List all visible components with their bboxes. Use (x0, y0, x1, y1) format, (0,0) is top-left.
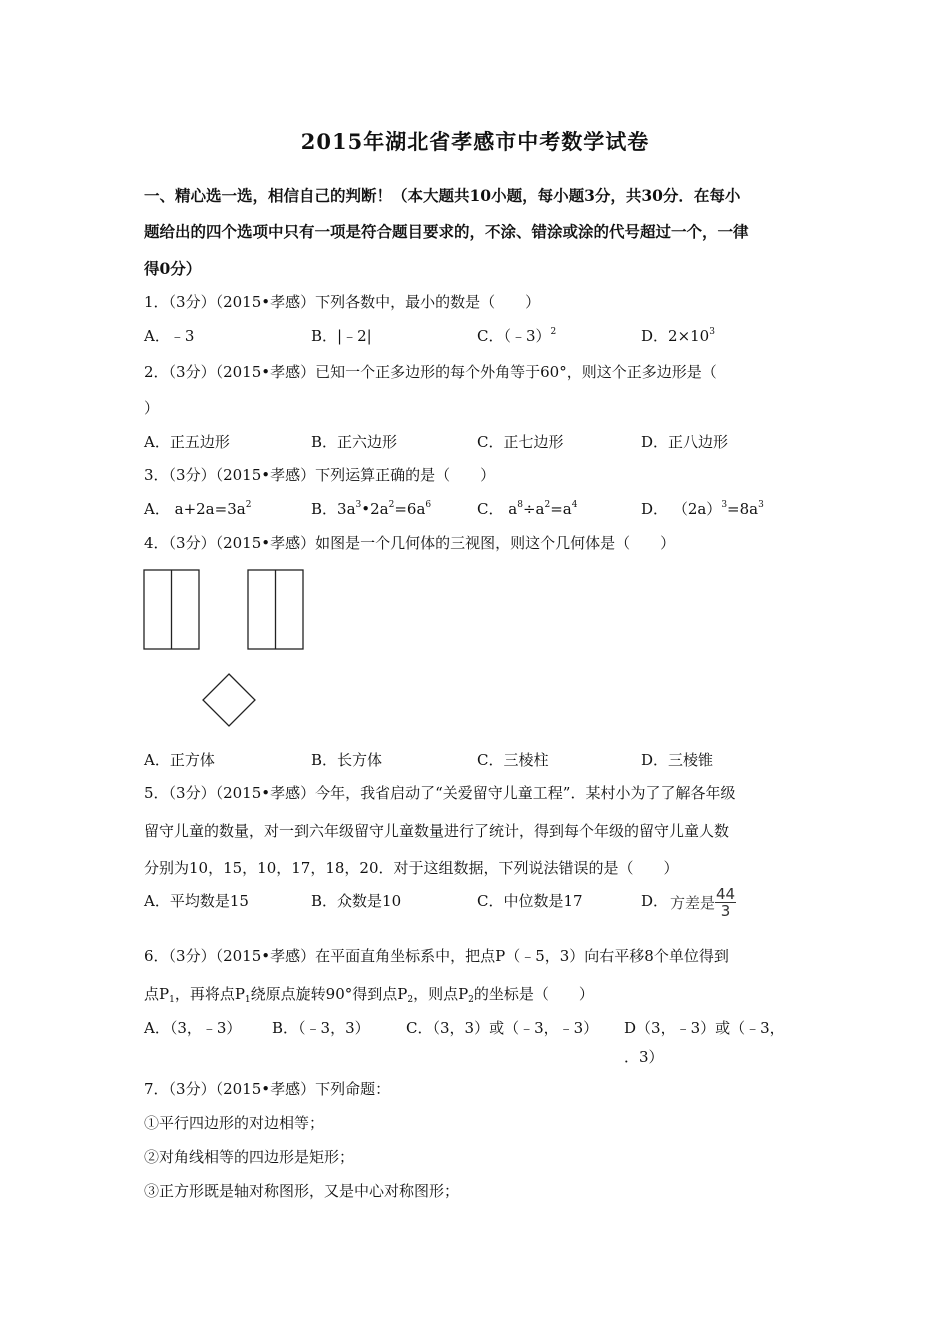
subscript: 1 (169, 995, 175, 1005)
question-2-stem-line1: 2．（3分）（2015•孝感）已知一个正多边形的每个外角等于60°，则这个正多边形是（ (144, 363, 717, 381)
question-4-stem: 4．（3分）（2015•孝感）如图是一个几何体的三视图，则这个几何体是（ ） (144, 534, 676, 552)
option-label: A． (144, 327, 170, 345)
option-text: a (508, 500, 518, 518)
option-text: a+2a=3a (174, 500, 246, 518)
question-3-option-d (641, 498, 764, 519)
option-text: （﹣3） (503, 327, 551, 345)
exponent: 4 (571, 500, 578, 510)
section-heading-line3: 得0分） (144, 259, 202, 278)
exponent: 2 (544, 500, 551, 510)
exponent: 3 (355, 500, 362, 510)
option-text: 方差是 (670, 894, 716, 912)
section-heading-line1: 一、精心选一选，相信自己的判断！（本大题共10小题，每小题3分，共30分．在每小 (144, 186, 741, 205)
three-view-figure (140, 566, 315, 736)
fraction-denominator: 3 (720, 902, 731, 920)
option-text: ﹣3 (169, 327, 195, 345)
stem-text: 绕原点旋转90°得到点P (250, 985, 408, 1003)
question-7-proposition-1: ①平行四边形的对边相等； (144, 1114, 325, 1132)
option-text: •2a (361, 500, 389, 518)
option-label: A． (144, 500, 170, 518)
question-1-option-c (477, 325, 556, 346)
option-label: C． (477, 327, 504, 345)
question-2-option-b: B．正六边形 (311, 433, 398, 451)
option-label: B． (311, 500, 338, 518)
question-6-option-a: A．（3，﹣3） (144, 1019, 242, 1037)
question-5-stem-line3: 分别为10，15，10，17，18，20．对于这组数据，下列说法错误的是（ ） (144, 859, 679, 877)
subscript: 2 (407, 995, 414, 1005)
question-6-option-c: C．（3，3）或（﹣3，﹣3） (406, 1019, 599, 1037)
question-1-stem: 1．（3分）（2015•孝感）下列各数中，最小的数是（ ） (144, 293, 541, 311)
question-5-option-b: B．众数是10 (311, 892, 402, 910)
question-4-option-d: D．三棱锥 (641, 751, 714, 769)
option-label: D． (641, 327, 669, 345)
question-6-option-d-line2: ．3） (624, 1048, 664, 1066)
subscript: 1 (244, 995, 251, 1005)
option-text: =a (550, 500, 572, 518)
option-label: D． (641, 500, 669, 518)
question-7-proposition-3: ③正方形既是轴对称图形，又是中心对称图形； (144, 1182, 460, 1200)
page-title: 2015年湖北省孝感市中考数学试卷 (300, 129, 650, 154)
question-7-stem: 7．（3分）（2015•孝感）下列命题： (144, 1080, 391, 1098)
option-text: 3a (337, 500, 356, 518)
option-text: |﹣2| (337, 327, 372, 345)
option-text: （2a） (672, 500, 722, 518)
question-3-option-a (144, 498, 251, 519)
exponent: 3 (709, 327, 715, 337)
question-3-option-c (477, 498, 577, 519)
question-2-option-a: A．正五边形 (144, 433, 230, 451)
exponent: 2 (245, 500, 252, 510)
question-6-option-b: B．（﹣3，3） (272, 1019, 370, 1037)
question-3-stem: 3．（3分）（2015•孝感）下列运算正确的是（ ） (144, 466, 496, 484)
question-2-option-c: C．正七边形 (477, 433, 564, 451)
question-3-option-b (311, 498, 431, 519)
subscript: 2 (468, 995, 474, 1005)
option-text: ÷a (522, 500, 545, 518)
question-5-option-d-label: D． (641, 892, 669, 910)
question-2-option-d: D．正八边形 (641, 433, 729, 451)
question-4-option-a: A．正方体 (144, 751, 215, 769)
section-heading-line2: 题给出的四个选项中只有一项是符合题目要求的，不涂、错涂或涂的代号超过一个，一律 (144, 222, 749, 241)
stem-text: 的坐标是（ ） (473, 985, 594, 1003)
question-5-option-c: C．中位数是17 (477, 892, 583, 910)
question-4-option-b: B．长方体 (311, 751, 383, 769)
stem-text: ，再将点P (174, 985, 245, 1003)
question-2-stem-line2: ） (144, 399, 160, 417)
question-5-stem-line2: 留守儿童的数量，对一到六年级留守儿童数量进行了统计，得到每个年级的留守儿童人数 (144, 822, 730, 840)
option-text: 2×10 (668, 327, 710, 345)
question-5-option-a: A．平均数是15 (144, 892, 249, 910)
stem-text: ，则点P (413, 985, 469, 1003)
question-5-stem-line1: 5．（3分）（2015•孝感）今年，我省启动了“关爱留守儿童工程”．某村小为了了解各年级 (144, 784, 736, 802)
exponent: 8 (517, 500, 523, 510)
fraction (715, 886, 736, 919)
option-text: =6a (394, 500, 426, 518)
question-1-option-b (311, 325, 372, 346)
question-6-stem-line2 (144, 983, 594, 1005)
option-text: =8a (727, 500, 759, 518)
stem-text: 点P (144, 985, 170, 1003)
fraction-numerator: 44 (716, 885, 736, 903)
question-4-option-c: C．三棱柱 (477, 751, 549, 769)
question-6-stem-line1: 6．（3分）（2015•孝感）在平面直角坐标系中，把点P（﹣5，3）向右平移8个单位得到 (144, 947, 729, 965)
question-7-proposition-2: ②对角线相等的四边形是矩形； (144, 1148, 355, 1166)
question-1-option-d (641, 325, 715, 346)
exponent: 6 (425, 500, 432, 510)
exponent: 2 (388, 500, 395, 510)
exponent: 3 (721, 500, 728, 510)
top-view-square (203, 674, 255, 726)
question-1-option-a (144, 325, 194, 346)
question-6-option-d-line1: D（3，﹣3）或（﹣3， (624, 1019, 785, 1037)
exponent: 3 (758, 500, 764, 510)
exponent: 2 (550, 327, 557, 337)
question-5-option-d (670, 886, 736, 919)
option-label: B． (311, 327, 338, 345)
option-label: C． (477, 500, 504, 518)
